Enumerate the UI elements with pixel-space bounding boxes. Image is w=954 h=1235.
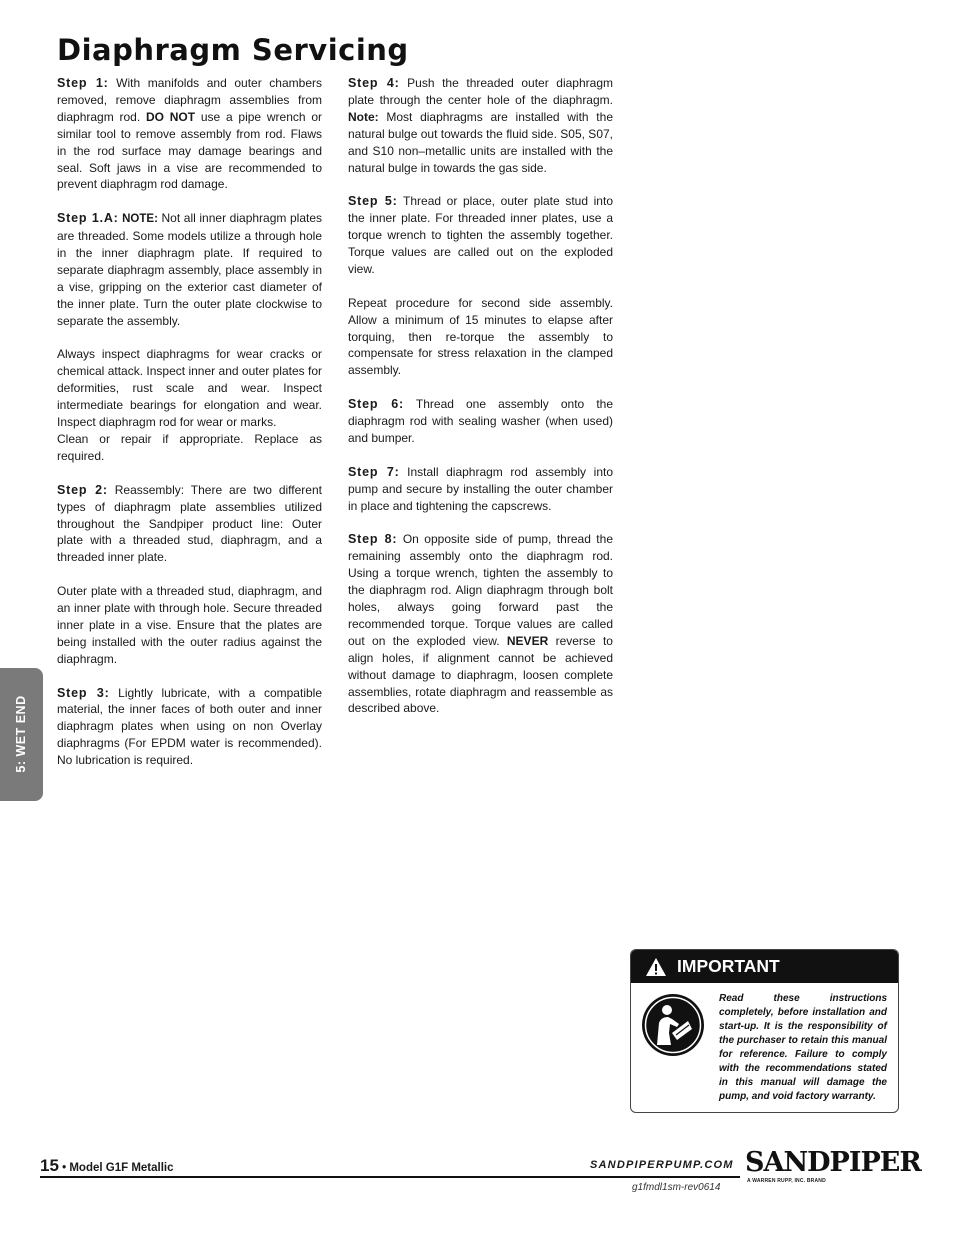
- step-4-text: Push the threaded outer diaphragm plate through the center hole of the diaphragm.: [348, 76, 613, 107]
- step-6-paragraph: [348, 396, 613, 447]
- step-1a-note: NOTE:: [118, 213, 158, 226]
- logo-subtext: A WARREN RUPP, INC. BRAND: [747, 1178, 826, 1184]
- repeat-paragraph: Repeat procedure for second side assembly. Allow a minimum of 15 minutes to elapse after torquing, then re-torque the assembly to compensate for stress relaxation in the clamped assembly.: [348, 295, 613, 378]
- step-4-label: Step 4:: [348, 76, 400, 90]
- read-manual-icon: [641, 993, 705, 1057]
- step-8-label: Step 8:: [348, 532, 398, 547]
- step-6-label: Step 6:: [348, 397, 405, 412]
- important-header: [631, 950, 898, 983]
- inspect-paragraph: Always inspect diaphragms for wear cracks or chemical attack. Inspect inner and outer plates for deformities, rust scale and wear. Inspect intermediate bearings for elongation and wear. Inspect diaphragm rod for wear or marks.: [57, 347, 322, 430]
- step-6-text: Thread one assembly onto the diaphragm rod with sealing washer (when used) and bumper.: [348, 397, 613, 445]
- logo-wordmark: SANDPIPER: [745, 1147, 921, 1178]
- section-side-tab-label: 5: WET END: [14, 695, 28, 773]
- revision-code: g1fmdl1sm-rev0614: [632, 1182, 721, 1193]
- step-1-paragraph: [57, 75, 322, 193]
- important-text: Read these instructions completely, before installation and start-up. It is the responsibility of the purchaser to retain this manual for reference. Failure to comply with the recommendations stated in this manual will damage the pump, and void factory warranty.: [719, 993, 887, 1102]
- step-1-bold: DO NOT: [145, 109, 196, 124]
- step-1-text: With manifolds and outer chambers removed, remove diaphragm assemblies from diaphragm rod.: [57, 76, 322, 124]
- step-8-bold: NEVER: [506, 633, 549, 648]
- step-2-paragraph: [57, 482, 322, 567]
- step-4-note: Note:: [348, 109, 379, 124]
- step-7-paragraph: [348, 464, 613, 515]
- step-5-paragraph: [348, 193, 613, 278]
- page-title: Diaphragm Servicing: [57, 33, 409, 67]
- step-1-text-2: use a pipe wrench or similar tool to remove assembly from rod. Flaws in the rod surface may damage bearings and seal. Soft jaws in a vise are recommended to prevent diaphragm rod damage.: [57, 109, 322, 192]
- important-notice-box: [630, 949, 899, 1113]
- page-number: 15: [40, 1156, 59, 1175]
- step-8-paragraph: [348, 531, 613, 717]
- model-name: • Model G1F Metallic: [58, 1162, 174, 1174]
- middle-column: [348, 75, 613, 734]
- step-4-paragraph: [348, 75, 613, 176]
- website-link[interactable]: SANDPIPERPUMP.COM: [590, 1159, 734, 1171]
- step-2-label: Step 2:: [57, 482, 108, 497]
- step-7-text: Install diaphragm rod assembly into pump and secure by installing the outer chamber in place and tightening the capscrews.: [348, 464, 613, 513]
- step-5-text: Thread or place, outer plate stud into the inner plate. For threaded inner plates, use a torque wrench to tighten the assembly together. Torque values are called out on the exploded view.: [348, 194, 613, 276]
- step-3-label: Step 3:: [57, 685, 110, 700]
- step-8-text: On opposite side of pump, thread the remaining assembly onto the diaphragm rod. Using a torque wrench, tighten the assembly to the diaphragm rod. Align diaphragm through bolt holes, always going forward past the recommended torque. Torque values are called out on the exploded view.: [348, 532, 613, 648]
- sandpiper-logo: [745, 1147, 921, 1189]
- step-1a-text: Not all inner diaphragm plates are threaded. Some models utilize a through hole in the inner diaphragm plate. If required to separate diaphragm assembly, place assembly in a vise, gripping on the exterior cast diameter of the inner plate. Turn the outer plate clockwise to separate the assembly.: [57, 211, 323, 328]
- important-heading: IMPORTANT: [677, 956, 780, 976]
- step-3-paragraph: [57, 685, 322, 770]
- clean-paragraph: Clean or repair if appropriate. Replace as required.: [57, 432, 322, 463]
- step-3-text: Lightly lubricate, with a compatible material, the inner faces of both outer and inner diaphragm plates when using on non Overlay diaphragms (For EPDM water is recommended). No lubrication is required.: [57, 685, 322, 768]
- step-1-label: Step 1:: [57, 76, 109, 90]
- step-7-label: Step 7:: [348, 464, 400, 479]
- left-column: [57, 75, 322, 786]
- section-side-tab: [0, 668, 43, 801]
- step-4-text-2: Most diaphragms are installed with the natural bulge out towards the fluid side. S05, S07, and S10 non–metallic units are installed with the natural bulge in towards the gas side.: [348, 109, 613, 175]
- step-1a-paragraph: [57, 210, 322, 329]
- step-1a-label: Step 1.A:: [57, 211, 119, 226]
- step-8-text-2: reverse to align holes, if alignment cannot be achieved without damage to diaphragm, loosen complete assemblies, rotate diaphragm and reassemble as described above.: [348, 633, 613, 716]
- step-2-text: Reassembly: There are two different types of diaphragm plate assemblies utilized throughout the Sandpiper product line: Outer plate with a threaded stud, diaphragm, and a threaded inner plate.: [57, 482, 322, 565]
- step-5-label: Step 5:: [348, 194, 398, 209]
- warning-triangle-icon: [645, 957, 667, 977]
- outer-plate-paragraph: Outer plate with a threaded stud, diaphragm, and an inner plate with through hole. Secure threaded inner plate in a vise. Ensure that the plates are being installed with the outer radius against the diaphragm.: [57, 584, 322, 666]
- page-footer-label: [40, 1156, 174, 1176]
- footer-divider: [40, 1176, 740, 1178]
